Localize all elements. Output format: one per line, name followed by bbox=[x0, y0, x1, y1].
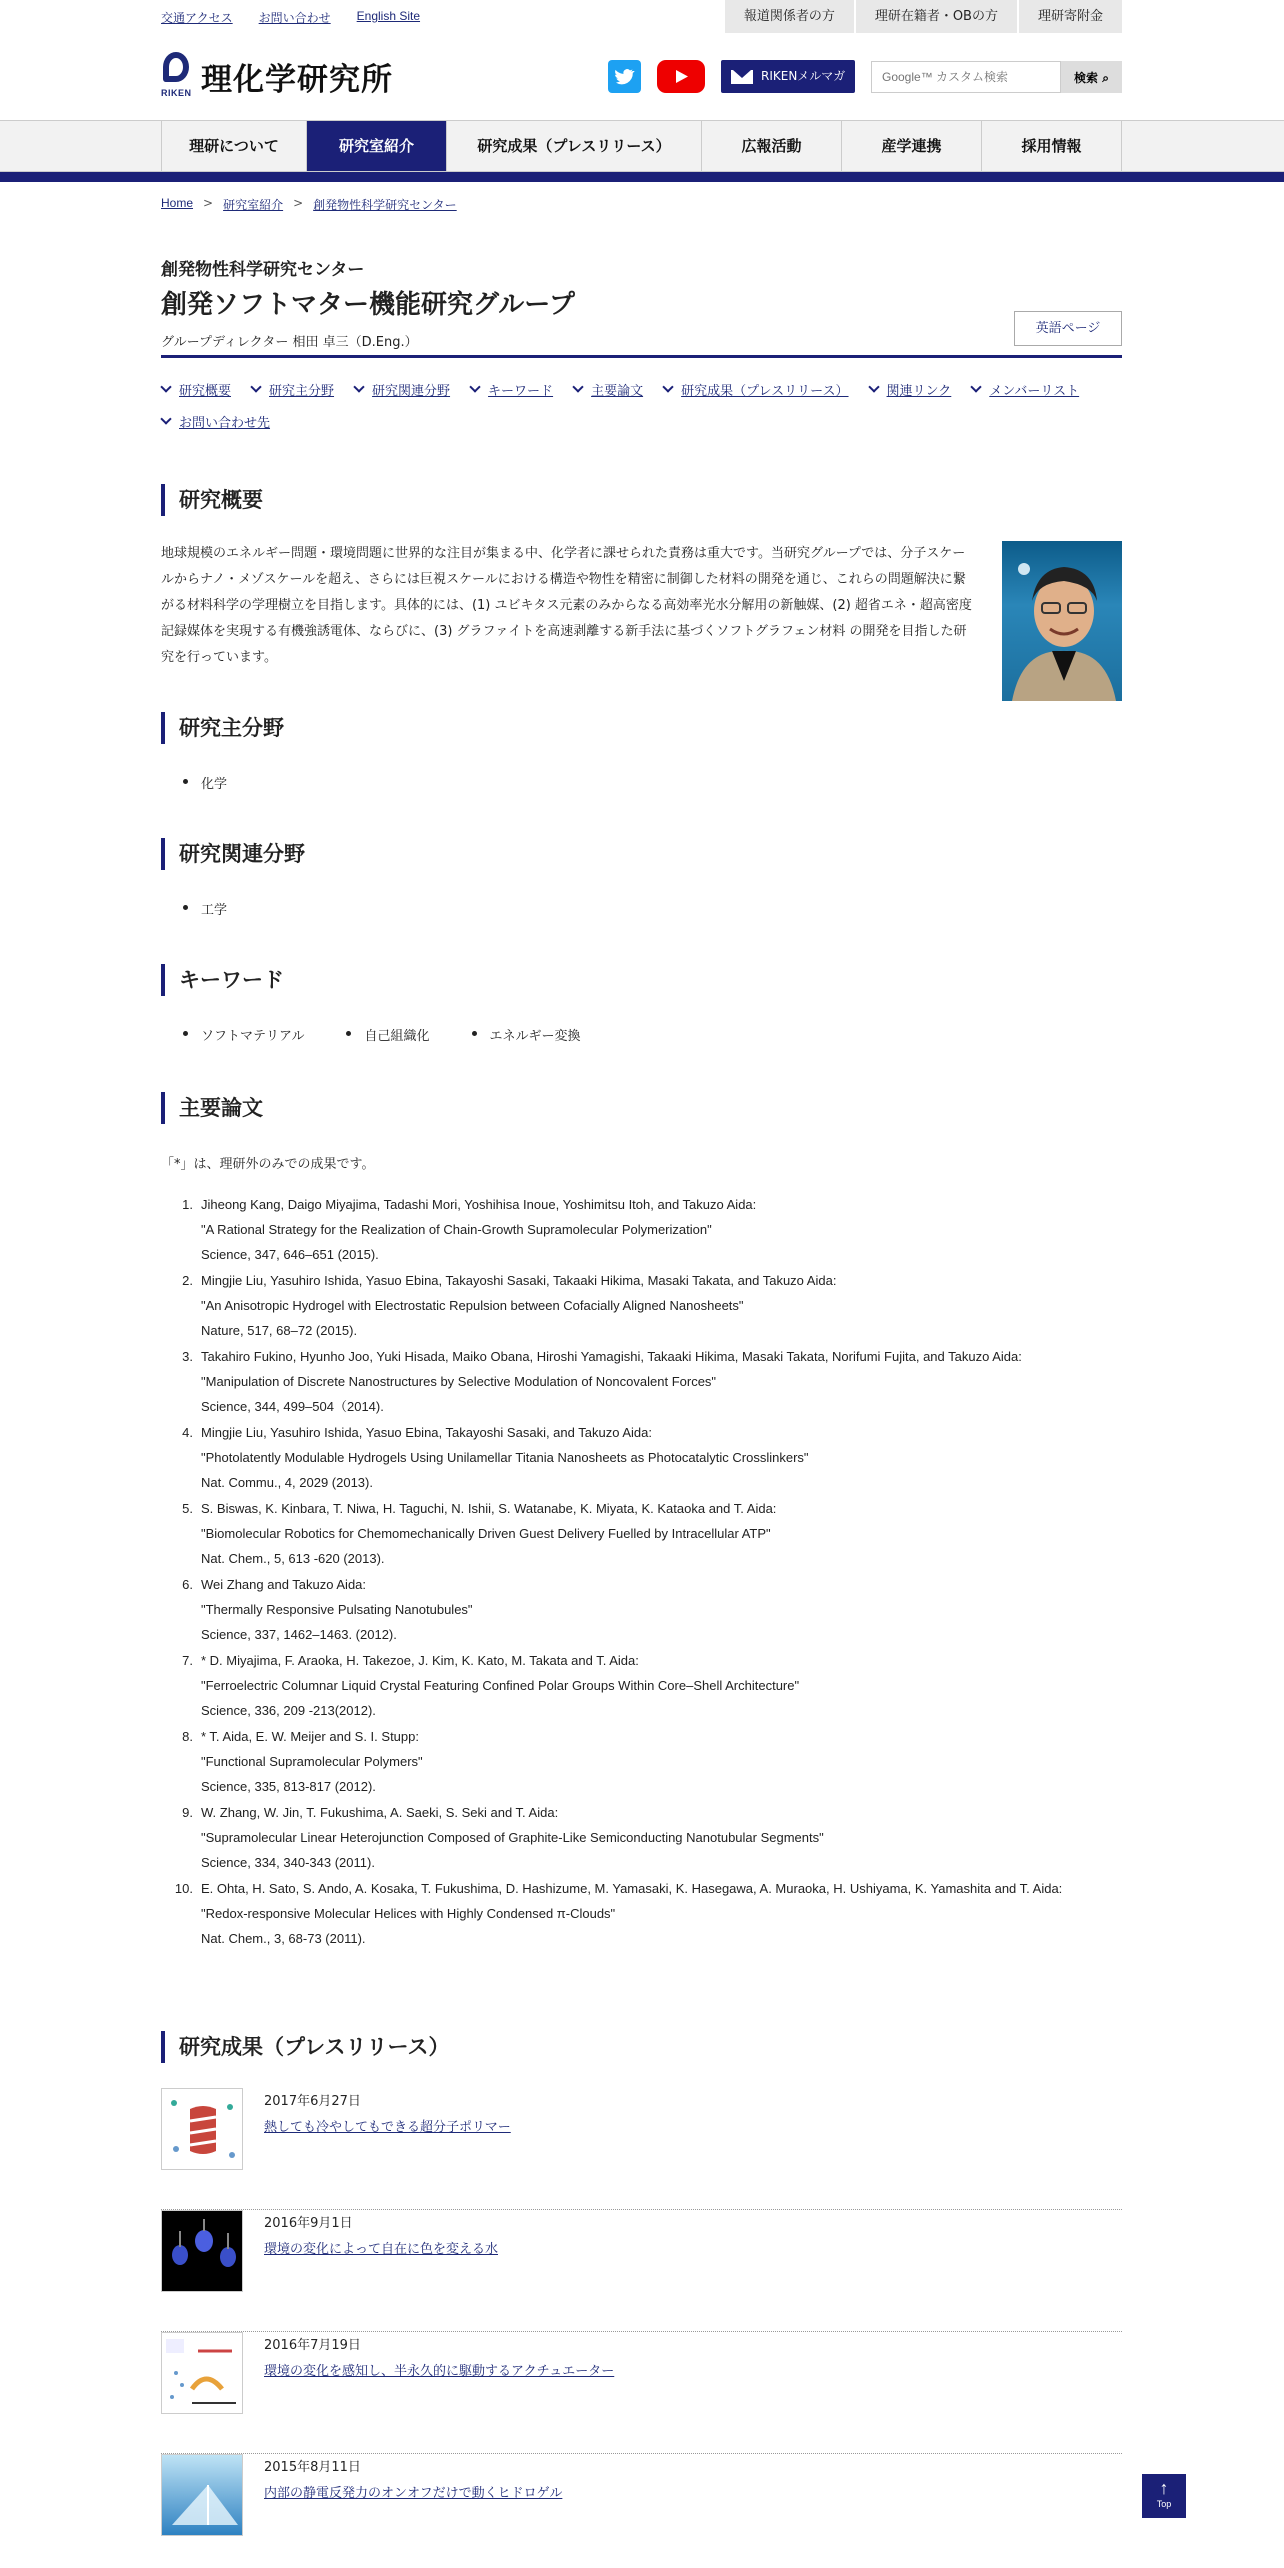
section-heading-overview: 研究概要 bbox=[161, 484, 263, 516]
list-item: 工学 bbox=[161, 899, 227, 918]
anchor-main-field[interactable]: 研究主分野 bbox=[251, 380, 334, 399]
paper-item: 9. W. Zhang, W. Jin, T. Fukushima, A. Saeki, S. Seki and T. Aida: "Supramolecular Linear Heterojunction Composed of Graphite-Like Semiconducting Nanotubular Segments" Science, 334, 340-343 (2011). bbox=[182, 1805, 824, 1870]
contact-link[interactable]: お問い合わせ bbox=[258, 11, 331, 25]
anchor-keywords[interactable]: キーワード bbox=[470, 380, 553, 399]
page-anchor-links bbox=[161, 380, 1122, 431]
breadcrumb-center[interactable]: 創発物性科学研究センター bbox=[313, 198, 457, 212]
press-title-link[interactable]: 環境の変化を感知し、半永久的に駆動するアクチュエーター bbox=[264, 2364, 615, 2379]
press-item bbox=[161, 2210, 1122, 2332]
press-item bbox=[161, 2332, 1122, 2454]
paper-list bbox=[161, 1192, 1122, 1952]
press-thumbnail[interactable] bbox=[161, 2454, 243, 2536]
press-contact-tab[interactable]: 報道関係者の方 bbox=[725, 0, 854, 33]
breadcrumb-home[interactable]: Home bbox=[161, 196, 194, 210]
anchor-papers[interactable]: 主要論文 bbox=[573, 380, 643, 399]
press-item bbox=[161, 2088, 1122, 2210]
breadcrumb: Home > 研究室紹介 > 創発物性科学研究センター bbox=[161, 196, 457, 212]
list-item: ソフトマテリアル bbox=[161, 1025, 304, 1044]
nav-outreach[interactable]: 広報活動 bbox=[701, 121, 841, 171]
director-photo bbox=[1002, 541, 1122, 701]
research-summary: 地球規模のエネルギー問題・環境問題に世界的な注目が集まる中、化学者に課せられた責務は重大です。当研究グループでは、分子スケールからナノ・メゾスケールを超え、さらには巨視スケールにおける構造や物性を精密に制御した材料の開発を通じ、これらの問題解決に繋がる材料科学の学理樹立を目指します。具体的には、(1) ユビキタス元素のみからなる高効率光水分解用の新触媒、(2) 超省エネ・超高密度記録媒体を実現する有機強誘電体、ならびに、(3) グラファイトを高速剥離する新手法に基づくソフトグラフェン材料 の開発を目指した研究を行っています。 bbox=[161, 546, 972, 665]
list-item: 自己組織化 bbox=[324, 1025, 429, 1044]
anchor-contact[interactable]: お問い合わせ先 bbox=[161, 412, 270, 431]
section-heading-papers: 主要論文 bbox=[161, 1092, 263, 1124]
section-heading-keywords: キーワード bbox=[161, 964, 284, 996]
press-thumbnail[interactable] bbox=[161, 2332, 243, 2414]
nav-labs[interactable]: 研究室紹介 bbox=[306, 121, 446, 171]
center-name: 創発物性科学研究センター bbox=[161, 260, 365, 280]
mail-icon bbox=[731, 70, 753, 84]
press-item bbox=[161, 2454, 1122, 2568]
press-thumbnail[interactable] bbox=[161, 2210, 243, 2292]
main-field-list bbox=[161, 773, 247, 792]
paper-item: 10. E. Ohta, H. Sato, S. Ando, A. Kosaka, T. Fukushima, D. Hashizume, M. Yamasaki, K. Hasegawa, A. Muraoka, H. Ushiyama, K. Yamashita and T. Aida: "Redox-responsive Molecular Helices with Highly Condensed π-Clouds" Nat. Chem., 3, 68-73 (2011). bbox=[174, 1881, 1063, 1946]
social-links bbox=[608, 60, 855, 93]
press-date: 2015年8月11日 bbox=[264, 2460, 361, 2475]
paper-item: 3. Takahiro Fukino, Hyunho Joo, Yuki Hisada, Maiko Obana, Hiroshi Yamagishi, Takaaki Hikima, Masaki Takata, Norifumi Fujita, and Takuzo Aida: "Manipulation of Discrete Nanostructures by Selective Modulation of Noncovalent Forces" Science, 344, 499–504（2014). bbox=[182, 1349, 1022, 1414]
anchor-related-field[interactable]: 研究関連分野 bbox=[354, 380, 450, 399]
logo-text: 理化学研究所 bbox=[201, 61, 393, 98]
back-to-top-button[interactable]: ↑ Top bbox=[1142, 2474, 1186, 2518]
paper-item: 6. Wei Zhang and Takuzo Aida: "Thermally Responsive Pulsating Nanotubules" Science, 337, 1462–1463. (2012). bbox=[182, 1577, 473, 1642]
paper-item: 7. * D. Miyajima, F. Araoka, H. Takezoe, J. Kim, K. Kato, M. Takata and T. Aida: "Ferroelectric Columnar Liquid Crystal Featuring Confined Polar Groups Within Core–Shell Architecture" Science, 336, 209 -213(2012). bbox=[182, 1653, 800, 1718]
press-title-link[interactable]: 内部の静電反発力のオンオフだけで動くヒドロゲル bbox=[264, 2486, 563, 2501]
site-search bbox=[871, 61, 1122, 93]
english-site-link[interactable]: English Site bbox=[356, 9, 421, 23]
breadcrumb-labs[interactable]: 研究室紹介 bbox=[223, 198, 284, 212]
search-button[interactable]: 検索 ⌕ bbox=[1061, 61, 1122, 93]
press-date: 2016年7月19日 bbox=[264, 2338, 361, 2353]
keyword-list bbox=[161, 1025, 601, 1044]
access-link[interactable]: 交通アクセス bbox=[161, 11, 233, 25]
page-title: 創発ソフトマター機能研究グループ bbox=[161, 290, 575, 320]
paper-item: 2. Mingjie Liu, Yasuhiro Ishida, Yasuo Ebina, Takayoshi Sasaki, Takaaki Hikima, Masaki Takata, and Takuzo Aida: "An Anisotropic Hydrogel with Electrostatic Repulsion between Cofacially Aligned Nanosheets" Nature, 517, 68–72 (2015). bbox=[182, 1273, 837, 1338]
utility-links bbox=[161, 9, 420, 26]
arrow-up-icon: ↑ bbox=[1159, 2478, 1169, 2498]
twitter-icon[interactable] bbox=[608, 60, 641, 93]
press-title-link[interactable]: 熱しても冷やしてもできる超分子ポリマー bbox=[264, 2120, 511, 2135]
section-heading-main-field: 研究主分野 bbox=[161, 712, 284, 744]
global-nav bbox=[0, 120, 1284, 172]
donation-tab[interactable]: 理研寄附金 bbox=[1019, 0, 1122, 33]
papers-note: 「*」は、理研外のみでの成果です。 bbox=[161, 1157, 375, 1172]
page-title-block bbox=[161, 255, 1122, 358]
nav-underline bbox=[0, 172, 1284, 182]
list-item: 化学 bbox=[161, 773, 227, 792]
paper-item: 8. * T. Aida, E. W. Meijer and S. I. Stupp: "Functional Supramolecular Polymers" Science, 335, 813-817 (2012). bbox=[182, 1729, 423, 1794]
anchor-overview[interactable]: 研究概要 bbox=[161, 380, 231, 399]
list-item: エネルギー変換 bbox=[450, 1025, 581, 1044]
utility-tabs bbox=[723, 0, 1122, 33]
group-director: グループディレクター 相田 卓三（D.Eng.） bbox=[161, 335, 418, 350]
press-thumbnail[interactable] bbox=[161, 2088, 243, 2170]
paper-item: 5. S. Biswas, K. Kinbara, T. Niwa, H. Taguchi, N. Ishii, S. Watanabe, K. Miyata, K. Kataoka and T. Aida: "Biomolecular Robotics for Chemomechanically Driven Guest Delivery Fuelled by Intracellular ATP" Nat. Chem., 5, 613 -620 (2013). bbox=[182, 1501, 777, 1566]
search-input[interactable] bbox=[871, 61, 1061, 93]
youtube-icon[interactable] bbox=[657, 60, 705, 93]
staff-ob-tab[interactable]: 理研在籍者・OBの方 bbox=[856, 0, 1017, 33]
nav-press-release[interactable]: 研究成果（プレスリリース） bbox=[446, 121, 701, 171]
english-page-button[interactable]: 英語ページ bbox=[1014, 311, 1122, 346]
press-date: 2016年9月1日 bbox=[264, 2216, 353, 2231]
riken-logo[interactable] bbox=[161, 52, 393, 100]
mail-magazine-button[interactable]: RIKENメルマガ bbox=[721, 60, 855, 93]
paper-item: 4. Mingjie Liu, Yasuhiro Ishida, Yasuo Ebina, Takayoshi Sasaki, and Takuzo Aida: "Photolatently Modulable Hydrogels Using Unilamellar Titania Nanosheets as Photocatalytic Crosslinkers" Nat. Commu., 4, 2029 (2013). bbox=[182, 1425, 809, 1490]
utility-bar bbox=[161, 0, 1122, 33]
riken-logo-icon: RIKEN bbox=[161, 52, 193, 100]
anchor-press[interactable]: 研究成果（プレスリリース） bbox=[663, 380, 848, 399]
section-heading-related-field: 研究関連分野 bbox=[161, 838, 305, 870]
paper-item: 1. Jiheong Kang, Daigo Miyajima, Tadashi Mori, Yoshihisa Inoue, Yoshimitsu Itoh, and Takuzo Aida: "A Rational Strategy for the Realization of Chain-Growth Supramolecular Polymerization" Science, 347, 646–651 (2015). bbox=[182, 1197, 757, 1262]
nav-about[interactable]: 理研について bbox=[161, 121, 306, 171]
section-heading-press: 研究成果（プレスリリース） bbox=[161, 2031, 449, 2063]
nav-recruit[interactable]: 採用情報 bbox=[981, 121, 1122, 171]
related-field-list bbox=[161, 899, 247, 918]
press-title-link[interactable]: 環境の変化によって自在に色を変える水 bbox=[264, 2242, 499, 2257]
press-date: 2017年6月27日 bbox=[264, 2094, 361, 2109]
anchor-members[interactable]: メンバーリスト bbox=[971, 380, 1079, 399]
nav-industry[interactable]: 産学連携 bbox=[841, 121, 981, 171]
anchor-related-links[interactable]: 関連リンク bbox=[869, 380, 952, 399]
